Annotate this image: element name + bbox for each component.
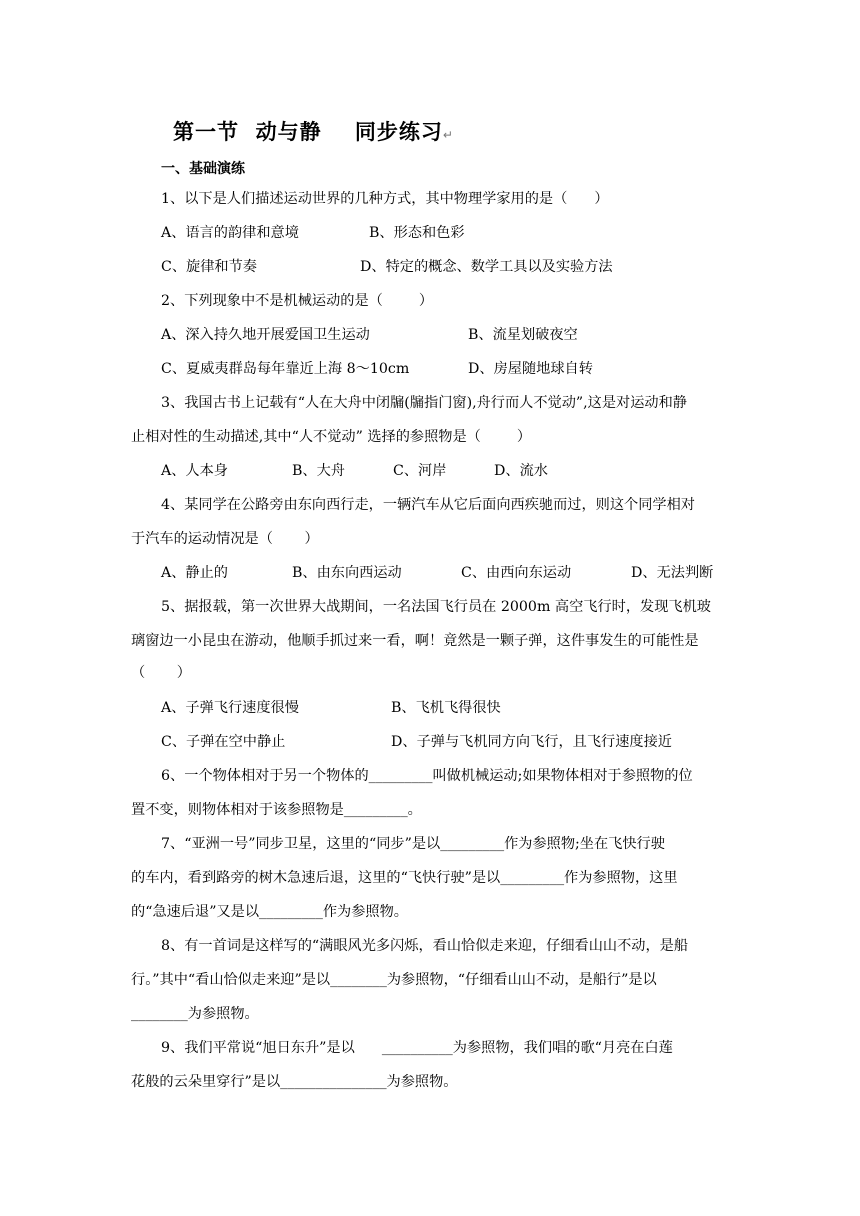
question-3-option-a: A、人本身 (161, 463, 228, 479)
question-3-line-1: 3、我国古书上记载有“人在大舟中闭牖(牖指门窗),舟行而人不觉动”,这是对运动和静 (161, 395, 687, 411)
question-2-stem: 2、下列现象中不是机械运动的是（ ） (161, 293, 434, 309)
page-title (173, 116, 454, 146)
question-7-line-2: 的车内，看到路旁的树木急速后退，这里的“飞快行驶”是以_________作为参照物，这里 (131, 870, 678, 886)
question-3-option-c: C、河岸 (393, 463, 447, 479)
question-4-option-c: C、由西向东运动 (461, 565, 572, 581)
question-8-line-3: ________为参照物。 (131, 1006, 259, 1022)
question-1-option-c: C、旋律和节奏 (161, 259, 257, 275)
question-5-line-3: （ ） (131, 665, 191, 681)
question-8-line-2: 行。”其中“看山恰似走来迎”是以________为参照物，“仔细看山山不动，是船行”是以 (131, 972, 657, 988)
question-5-option-c: C、子弹在空中静止 (161, 734, 286, 750)
question-4-option-b: B、由东向西运动 (292, 565, 402, 581)
section-heading: 一、基础演练 (161, 161, 245, 177)
question-7-line-1: 7、“亚洲一号”同步卫星，这里的“同步”是以_________作为参照物;坐在飞快行驶 (161, 836, 665, 852)
question-4-line-2: 于汽车的运动情况是（ ） (131, 531, 319, 547)
question-6-line-1: 6、一个物体相对于另一个物体的_________叫做机械运动;如果物体相对于参照物的位 (161, 768, 693, 784)
question-7-line-3: 的“急速后退”又是以_________作为参照物。 (131, 904, 408, 920)
question-2-option-d: D、房屋随地球自转 (468, 361, 593, 377)
question-9-line-1: 9、我们平常说“旭日东升”是以 __________为参照物，我们唱的歌“月亮在白莲 (161, 1040, 673, 1056)
question-5-line-2: 璃窗边一小昆虫在游动，他顺手抓过来一看，啊！竟然是一颗子弹，这件事发生的可能性是 (131, 633, 699, 649)
paragraph-mark: ↵ (442, 128, 454, 142)
question-5-option-b: B、飞机飞得很快 (391, 700, 501, 716)
question-3-option-b: B、大舟 (292, 463, 345, 479)
question-5-line-1: 5、据报载，第一次世界大战期间，一名法国飞行员在 2000m 高空飞行时，发现飞机玻 (161, 599, 711, 615)
question-9-line-2: 花般的云朵里穿行”是以_______________为参照物。 (131, 1074, 458, 1090)
question-4-line-1: 4、某同学在公路旁由东向西行走，一辆汽车从它后面向西疾驰而过，则这个同学相对 (161, 497, 695, 513)
question-2-option-c: C、夏威夷群岛每年靠近上海 8～10cm (161, 361, 410, 377)
title-text: 第一节 动与静 同步练习 (173, 120, 443, 144)
question-3-option-d: D、流水 (494, 463, 548, 479)
question-8-line-1: 8、有一首词是这样写的“满眼风光多闪烁，看山恰似走来迎，仔细看山山不动，是船 (161, 938, 689, 954)
question-2-option-b: B、流星划破夜空 (468, 327, 578, 343)
question-5-option-d: D、子弹与飞机同方向飞行，且飞行速度接近 (391, 734, 672, 750)
question-1-option-a: A、语言的韵律和意境 (161, 225, 299, 241)
question-1-option-b: B、形态和色彩 (369, 225, 465, 241)
question-4-option-d: D、无法判断 (631, 565, 714, 581)
question-6-line-2: 置不变，则物体相对于该参照物是_________。 (131, 802, 422, 818)
question-2-option-a: A、深入持久地开展爱国卫生运动 (161, 327, 370, 343)
question-1-option-d: D、特定的概念、数学工具以及实验方法 (360, 259, 613, 275)
question-1-stem: 1、以下是人们描述运动世界的几种方式，其中物理学家用的是（ ） (161, 191, 609, 207)
question-4-option-a: A、静止的 (161, 565, 228, 581)
question-3-line-2: 止相对性的生动描述,其中“人不觉动” 选择的参照物是（ ） (131, 429, 532, 445)
question-5-option-a: A、子弹飞行速度很慢 (161, 700, 299, 716)
